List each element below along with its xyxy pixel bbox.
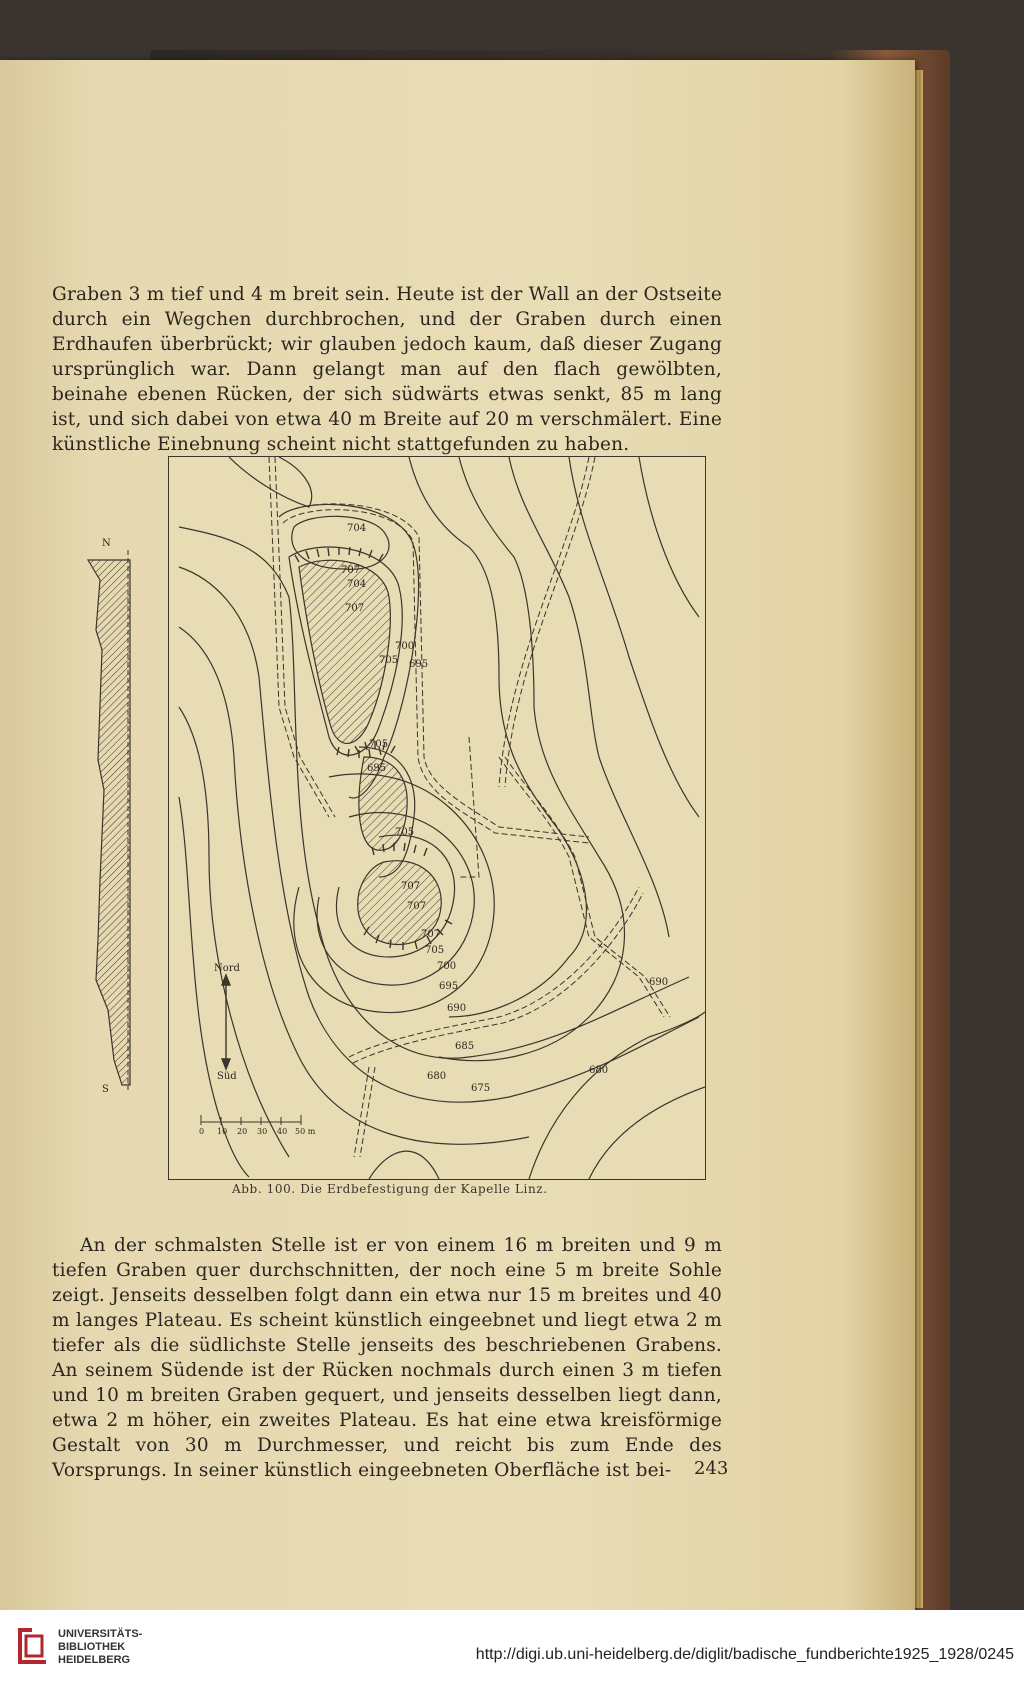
- contour-label: 705: [369, 739, 389, 750]
- contour-label: 707: [421, 929, 441, 940]
- contour-label: 705: [379, 655, 399, 666]
- page-number: 243: [694, 1458, 729, 1479]
- profile-north-label: N: [102, 538, 111, 549]
- scale-label: 20: [237, 1127, 248, 1136]
- library-logo-icon[interactable]: [12, 1624, 52, 1668]
- contour-label: 707: [341, 565, 361, 576]
- contour-label: 685: [455, 1041, 475, 1052]
- contour-label: 680: [589, 1065, 609, 1076]
- contour-label: 695: [367, 763, 387, 774]
- footer-bar: [0, 1610, 1024, 1682]
- figure-caption: Abb. 100. Die Erdbefestigung der Kapelle Linz.: [232, 1182, 548, 1196]
- paragraph-1: Graben 3 m tief und 4 m breit sein. Heute ist der Wall an der Ostseite durch ein Wegchen durchbrochen, und der Graben durch einen Erdhaufen überbrückt; wir glauben jedoch kaum, daß dieser Zugang ursprünglich war. Dann gelangt man auf den flach gewölbten, beinahe ebenen Rücken, der sich südwärts etwas senkt, 85 m lang ist, und sich dabei von etwa 40 m Breite auf 20 m verschmälert. Eine künstliche Einebnung scheint nicht stattgefunden zu haben.: [52, 284, 722, 455]
- contour-label: 695: [409, 659, 429, 670]
- south-label: Süd: [217, 1071, 237, 1082]
- contour-label: 700: [395, 641, 415, 652]
- contour-label: 705: [395, 827, 415, 838]
- library-name[interactable]: UNIVERSITÄTS- BIBLIOTHEK HEIDELBERG: [58, 1628, 143, 1666]
- contour-label: 704: [347, 579, 367, 590]
- paragraph-2: An der schmalsten Stelle ist er von einem 16 m breiten und 9 m tiefen Graben quer durchschnitten, der noch eine 5 m breite Sohle zeigt. Jenseits desselben folgt dann ein etwa nur 15 m breites und 40 m langes Plateau. Es scheint künstlich eingeebnet und liegt etwa 2 m tiefer als die südlichste Stelle jenseits des beschriebenen Grabens. An seinem Südende ist der Rücken nochmals durch einen 3 m tiefen und 10 m breiten Graben gequert, und jenseits desselben liegt dann, etwa 2 m höher, ein zweites Plateau. Es hat eine etwa kreisförmige Gestalt von 30 m Durchmesser, und reicht bis zum Ende des Vorsprungs. In seiner künstlich eingeebneten Oberfläche ist bei-: [52, 1235, 722, 1481]
- profile-south-label: S: [102, 1084, 109, 1095]
- source-url[interactable]: http://digi.ub.uni-heidelberg.de/diglit/badische_fundberichte1925_1928/0245: [475, 1646, 1014, 1663]
- contour-label: 695: [439, 981, 459, 992]
- contour-label: 705: [425, 945, 445, 956]
- scale-label: 0: [199, 1127, 205, 1136]
- north-label: Nord: [214, 963, 240, 974]
- contour-label: 680: [427, 1071, 447, 1082]
- book-page: [0, 60, 915, 1618]
- scale-label: 30: [257, 1127, 268, 1136]
- contour-label: 707: [345, 603, 365, 614]
- cross-section-profile: [78, 540, 136, 1100]
- contour-label: 704: [347, 523, 367, 534]
- contour-label: 707: [401, 881, 421, 892]
- contour-label: 690: [447, 1003, 467, 1014]
- contour-label: 675: [471, 1083, 491, 1094]
- contour-label: 707: [407, 901, 427, 912]
- scale-label: 10: [217, 1127, 228, 1136]
- contour-label: 690: [649, 977, 669, 988]
- map-figure: [168, 456, 706, 1180]
- scale-label: 40: [277, 1127, 288, 1136]
- contour-label: 700: [437, 961, 457, 972]
- scale-label: 50 m: [295, 1127, 316, 1136]
